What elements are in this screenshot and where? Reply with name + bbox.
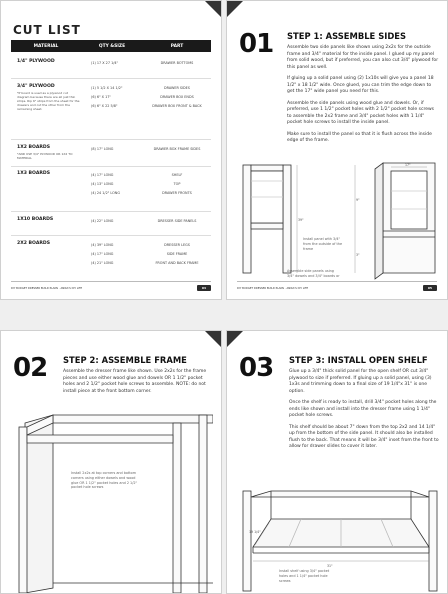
table-row — [11, 217, 211, 226]
row-part: DRESSER LEGS — [164, 243, 190, 247]
instruction-paragraph: Assemble two side panels like shown using 2x2s for the outside frame and 3/4" material for the inside panel. I glued up my panel from solid wood, but if preferred, you can also cut 3/4" plywood for this panel as well. — [287, 45, 439, 70]
row-part: DRAWER SIDES — [164, 86, 190, 90]
step-title: STEP 2: ASSEMBLE FRAME — [63, 355, 187, 365]
row-material: 1X10 BOARDS — [17, 217, 54, 222]
cut-list-title: CUT LIST — [13, 23, 81, 37]
table-row — [11, 241, 211, 268]
row-part: DRAWER BOX FRONT & BACK — [152, 104, 202, 108]
row-qty: (4) 24 1/2" LONG — [91, 191, 120, 195]
dimension-label: 17" — [405, 163, 411, 167]
row-material: 3/4" PLYWOOD *If board is used as a plywood cut diagram because there are all just thin strips. Rip 6" strips from the sheet for the drawers and cut the other from the remaining sheet. — [17, 84, 80, 112]
instruction-paragraph: Glue up a 3/4" thick solid panel for the open shelf OR cut 3/4" plywood to size if preferred. If gluing up a solid panel, using (3) 1x3s and trimming down to a final size of 19 1/4"x 31" is one option. — [289, 369, 432, 394]
step-number: 01 — [239, 29, 274, 59]
step-title: STEP 1: ASSEMBLE SIDES — [287, 31, 407, 41]
table-row — [11, 171, 211, 198]
callout-note: Assemble side panels using 3/4" dowels and 3/4" boards or — [287, 269, 340, 278]
divider — [11, 139, 211, 140]
row-material: 1X3 BOARDS — [17, 171, 51, 176]
row-qty: (4) 13" LONG — [91, 182, 114, 186]
dimension-label: 3" — [356, 253, 360, 257]
divider — [11, 166, 211, 167]
row-part: SIDE FRAME — [166, 252, 188, 256]
header-material: MATERIAL — [33, 43, 59, 49]
step2-page — [0, 330, 222, 594]
side-panel-diagram — [235, 161, 445, 281]
instruction-paragraph: This shelf should be about 7" down from the top 2x2 and 14 1/4" up from the bottom of the side panel. It should also be installed flush to the back. That means it will be 3/4" inset from the front to allow for drawer slides to cover it later. — [289, 424, 439, 450]
instruction-paragraph: If gluing up a solid panel using (2) 1x10s will give you a panel 18 1/2" x 18 1/2" wide. Once glued, you can trim the edge down to get the 17" wide panel you need for this. — [287, 76, 434, 95]
page-corner-tab — [205, 331, 221, 347]
page-corner-tab — [227, 331, 243, 347]
instruction-paragraph: Assemble the side panels using wood glue and dowels. Or, if preferred, use 1 1/2" pocket holes with 2 1/2" pocket hole screws to assemble the 2x2 frame and 3/4" pocket holes with 1 1/4" pocket hole screws to install the inside panel. — [287, 100, 434, 126]
page-number: 04 — [197, 285, 211, 291]
table-row — [11, 59, 211, 68]
page-footer — [237, 281, 437, 291]
step1-page — [226, 0, 448, 300]
header-qty: QTY &SIZE — [98, 43, 126, 49]
row-material: 2X2 BOARDS — [17, 241, 51, 246]
step-instructions — [287, 45, 439, 150]
row-qty: (6) 6" X 22 5/8" — [91, 104, 118, 108]
page-corner-tab — [227, 1, 243, 17]
instruction-paragraph: Make sure to install the panel so that it is flush across the inside edge of the frame. — [287, 131, 432, 144]
dimension-label: 19 1/4" — [249, 530, 261, 534]
step-instructions — [289, 369, 441, 456]
instruction-paragraph: Once the shelf is ready to install, drill 3/4" pocket holes along the ends like shown and install into the dresser frame using 1 1/4" pocket hole screws. — [289, 400, 437, 419]
row-qty: (1) 5 1/2 X 14 1/2" — [91, 86, 123, 90]
row-part: DRAWER BOX FRAME SIDES — [153, 147, 201, 151]
dimension-label: 31" — [327, 564, 333, 568]
footer-text: DIY BUDGET DRESSER BUILD PLANS · ANIKA'S DIY LIFE — [11, 286, 83, 290]
row-material: 1X2 BOARDS *AND USE 3/4" PLYWOOD OR 1X2 TO MATERIAL — [11, 145, 81, 160]
header-part: PART — [170, 43, 184, 49]
row-qty: (8) 17" LONG — [91, 147, 114, 151]
dimension-label: 9" — [356, 198, 360, 202]
callout-note: Install panel with 3/4" from the outside of the frame — [303, 237, 343, 251]
row-qty: (4) 21" LONG — [91, 261, 114, 265]
step3-page — [226, 330, 448, 594]
footer-text: DIY BUDGET DRESSER BUILD PLANS · ANIKA'S DIY LIFE — [237, 286, 309, 290]
dimension-label: 39" — [298, 218, 304, 222]
step-number: 03 — [239, 353, 274, 383]
row-part: SHELF — [171, 173, 183, 177]
divider — [11, 235, 211, 236]
divider — [11, 211, 211, 212]
table-row — [11, 145, 211, 160]
row-qty: (6) 6" X 17" — [91, 95, 111, 99]
row-part: DRAWER FRONTS — [162, 191, 192, 195]
row-qty: (4) 17" LONG — [91, 252, 114, 256]
row-qty: (4) 17" LONG — [91, 173, 114, 177]
row-qty: (4) 22" LONG — [91, 219, 114, 223]
cut-list-header — [11, 40, 211, 52]
row-material: 1/4" PLYWOOD — [17, 59, 55, 64]
table-row — [11, 84, 211, 111]
row-part: TOP — [173, 182, 181, 186]
page-footer — [11, 281, 211, 291]
row-note: *AND USE 3/4" PLYWOOD OR 1X2 TO MATERIAL — [17, 152, 73, 161]
shelf-diagram — [241, 489, 441, 593]
cut-list-page — [0, 0, 222, 300]
row-part: DRAWER BOTTOMS — [160, 61, 194, 65]
row-note: *If board is used as a plywood cut diagram because there are all just thin strips. Rip 6" strips from the sheet for the drawers and cut the other from the remaining sheet. — [17, 91, 80, 112]
page-corner-tab — [205, 1, 221, 17]
page-number: 05 — [423, 285, 437, 291]
row-part: DRAWER BOX ENDS — [160, 95, 194, 99]
callout-note: Install shelf using 3/4" pocket holes and 1 1/4" pocket hole screws — [279, 569, 330, 583]
row-qty: (1) 17 X 27 1/4" — [91, 61, 119, 65]
callout-note: Install 2x2s at top corners and bottom corners using either dowels and wood glue OR 1 1/2" pocket holes and 2 1/2" pocket hole screws — [71, 471, 138, 490]
frame-diagram — [13, 413, 213, 593]
row-part: DRESSER SIDE PANELS — [157, 219, 197, 223]
divider — [11, 78, 211, 79]
step-number: 02 — [13, 353, 48, 383]
row-part: FRONT AND BACK FRAME — [155, 261, 199, 265]
step-title: STEP 3: INSTALL OPEN SHELF — [289, 355, 428, 365]
row-qty: (4) 39" LONG — [91, 243, 114, 247]
step-instructions: Assemble the dresser frame like shown. Use 2x2s for the frame pieces and use either wood glue and dowels OR 1 1/2" pocket holes and 2 1/2" pocket hole screws to assemble. NOTE: do not install piece at the front bottom corner. — [63, 369, 207, 394]
